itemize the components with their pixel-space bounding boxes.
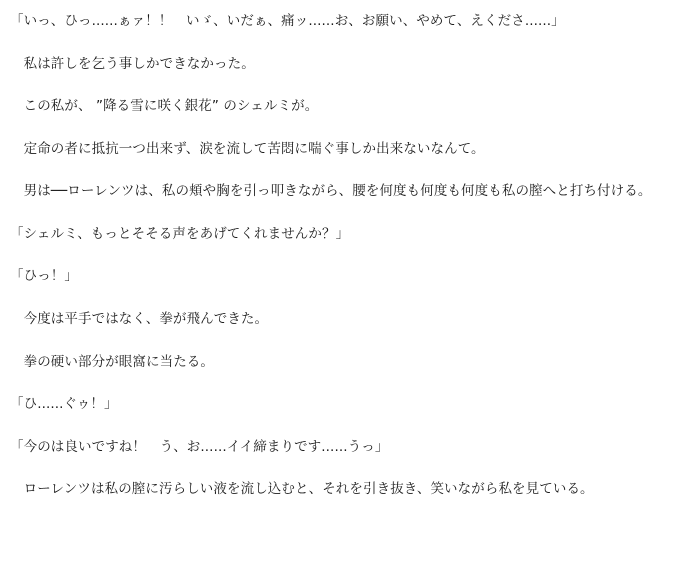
paragraph: 「いっ、ひっ......ぁァ！！ いゞ、いだぁ、痛ッ......お、お願い、やめて、えくださ......」 [10, 13, 565, 29]
paragraph: ローレンツは私の膣に汚らしい液を流し込むと、それを引き抜き、笑いながら私を見ている。 [10, 481, 594, 498]
paragraph: 「シェルミ、もっとそそる声をあげてくれませんか？」 [10, 225, 350, 242]
paragraph: 男は──ローレンツは、私の頬や胸を引っ叩きながら、腰を何度も何度も何度も私の膣へと打ち付ける。 [10, 183, 652, 200]
paragraph: 「ひ......ぐゥ！」 [10, 396, 118, 413]
paragraph: 「ひっ！」 [10, 268, 78, 285]
paragraph: 拳の硬い部分が眼窩に当たる。 [10, 353, 214, 370]
paragraph: 私は許しを乞う事しかできなかった。 [10, 55, 255, 72]
paragraph: 「今のは良いですね！ う、お......イイ締まりです......うっ」 [10, 438, 389, 455]
paragraph: 定命の者に抵抗一つ出来ず、涙を流して苦悶に喘ぐ事しか出来ないなんて。 [10, 140, 485, 157]
paragraph: この私が、 ”降る雪に咲く銀花” のシェルミが。 [10, 98, 319, 115]
paragraph: 今度は平手ではなく、拳が飛んできた。 [10, 310, 269, 327]
